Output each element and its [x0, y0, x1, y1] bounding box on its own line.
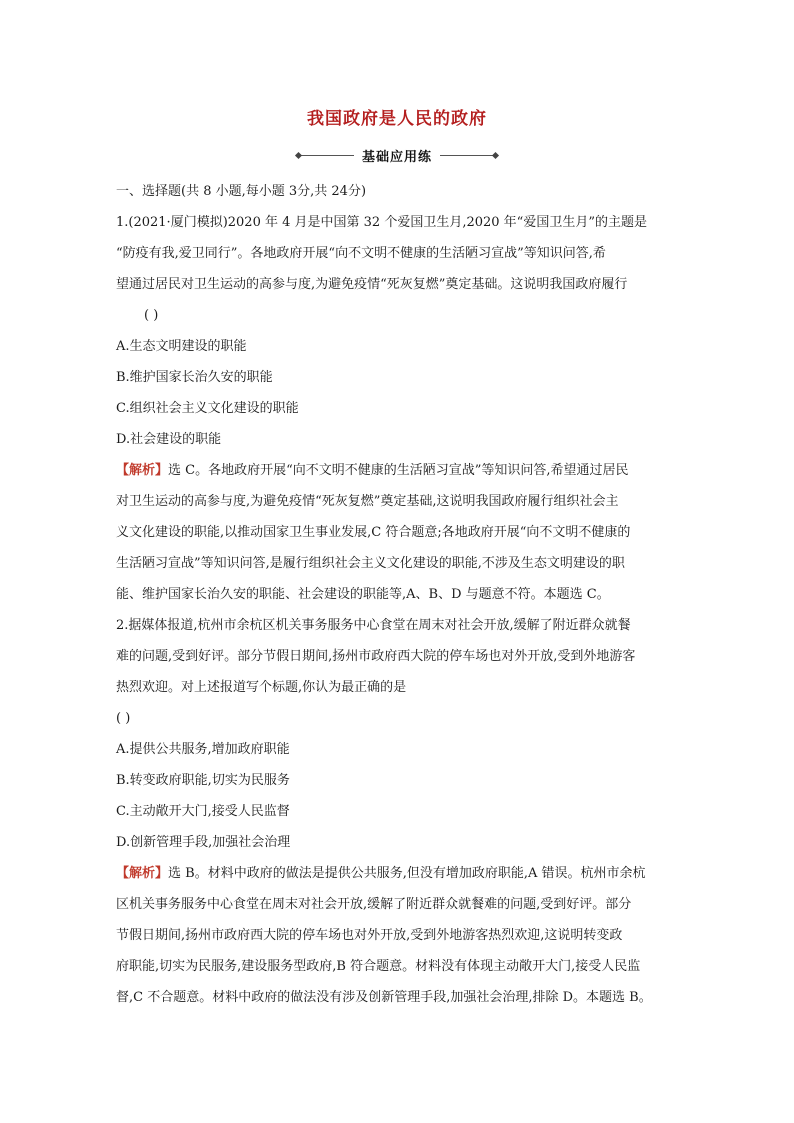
- analysis-tag: 【解析】: [116, 866, 169, 881]
- page-title: 我国政府是人民的政府: [307, 109, 487, 129]
- analysis-text: 选 C。各地政府开展“向不文明不健康的生活陋习宣战”等知识问答,希望通过居民: [168, 463, 629, 478]
- option-a: A.提供公共服务,增加政府职能: [116, 742, 290, 757]
- question-2-line-3: 热烈欢迎。对上述报道写个标题,你认为最正确的是: [116, 680, 407, 695]
- analysis-tag: 【解析】: [116, 463, 169, 478]
- analysis-line-5: 督,C 不合题意。材料中政府的做法没有涉及创新管理手段,加强社会治理,排除 D。本题选 B。: [116, 990, 652, 1005]
- question-2-line-1: 2.据媒体报道,杭州市余杭区机关事务服务中心食堂在周末对社会开放,缓解了附近群众就餐: [116, 618, 631, 633]
- analysis-line-4: 生活陋习宣战”等知识问答,是履行组织社会主义文化建设的职能,不涉及生态文明建设的职: [116, 556, 625, 571]
- analysis-line-3: 节假日期间,扬州市政府西大院的停车场也对外开放,受到外地游客热烈欢迎,这说明转变政: [116, 928, 623, 943]
- option-b: B.转变政府职能,切实为民服务: [116, 773, 290, 788]
- analysis-line-1: [116, 858, 682, 889]
- answer-blank: ( ): [144, 308, 159, 323]
- analysis-line-5: 能、维护国家长治久安的职能、社会建设的职能等,A、B、D 与题意不符。本题选 C。: [116, 587, 610, 602]
- analysis-line-2: 对卫生运动的高参与度,为避免疫情“死灰复燃”奠定基础,这说明我国政府履行组织社会主: [116, 494, 619, 509]
- section-heading: 一、选择题(共 8 小题,每小题 3分,共 24分): [116, 184, 367, 199]
- divider-left: [296, 155, 354, 156]
- analysis-line-2: 区机关事务服务中心食堂在周末对社会开放,缓解了附近群众就餐难的问题,受到好评。部分: [116, 897, 632, 912]
- option-d: D.创新管理手段,加强社会治理: [116, 835, 291, 850]
- answer-blank: ( ): [116, 711, 131, 726]
- option-a: A.生态文明建设的职能: [116, 339, 247, 354]
- divider-right: [440, 155, 498, 156]
- section-header: [296, 145, 498, 165]
- option-b: B.维护国家长治久安的职能: [116, 370, 273, 385]
- section-label: 基础应用练: [362, 149, 433, 165]
- analysis-line-4: 府职能,切实为民服务,建设服务型政府,B 符合题意。材料没有体现主动敞开大门,接受人民监: [116, 959, 641, 974]
- question-2-line-2: 难的问题,受到好评。部分节假日期间,扬州市政府西大院的停车场也对外开放,受到外地游客: [116, 649, 636, 664]
- option-c: C.主动敞开大门,接受人民监督: [116, 804, 290, 819]
- analysis-text: 选 B。材料中政府的做法是提供公共服务,但没有增加政府职能,A 错误。杭州市余杭: [168, 866, 646, 881]
- question-1-line-2: “防疫有我,爱卫同行”。各地政府开展“向不文明不健康的生活陋习宣战”等知识问答,希: [116, 246, 606, 261]
- option-d: D.社会建设的职能: [116, 432, 222, 447]
- analysis-line-1: [116, 455, 682, 486]
- option-c: C.组织社会主义文化建设的职能: [116, 401, 299, 416]
- question-1-line-3: 望通过居民对卫生运动的高参与度,为避免疫情“死灰复燃”奠定基础。这说明我国政府履行: [116, 277, 628, 292]
- analysis-line-3: 义文化建设的职能,以推动国家卫生事业发展,C 符合题意;各地政府开展“向不文明不健康的: [116, 525, 631, 540]
- question-1-line-1: 1.(2021·厦门模拟)2020 年 4 月是中国第 32 个爱国卫生月,2020 年“爱国卫生月”的主题是: [116, 215, 647, 230]
- question-content: [116, 176, 682, 1013]
